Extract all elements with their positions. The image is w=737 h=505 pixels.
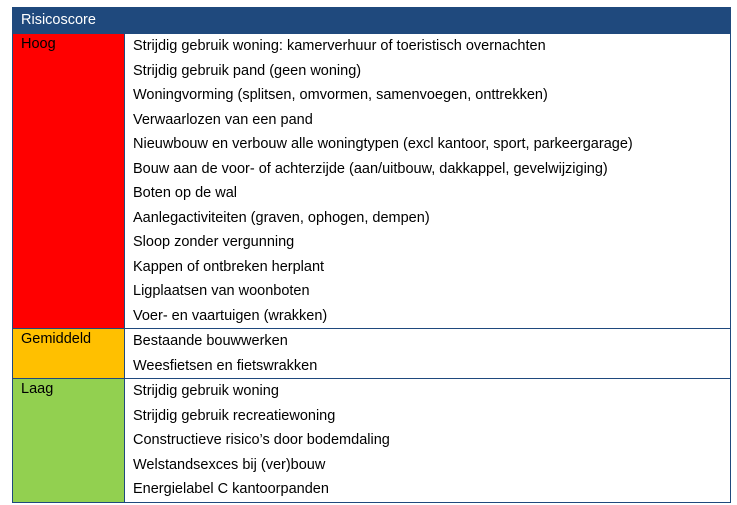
list-item: Weesfietsen en fietswrakken — [133, 357, 318, 374]
group-hoog — [13, 33, 730, 328]
group-gemiddeld — [13, 328, 730, 378]
level-label-hoog: Hoog — [13, 34, 125, 328]
table-header: Risicoscore — [13, 8, 730, 33]
list-item: Bouw aan de voor- of achterzijde (aan/uitbouw, dakkappel, gevelwijziging) — [133, 160, 608, 177]
list-item: Welstandsexces bij (ver)bouw — [133, 456, 326, 473]
list-item: Constructieve risico’s door bodemdaling — [133, 432, 390, 448]
list-item: Strijdig gebruik woning: kamerverhuur of toeristisch overnachten — [133, 38, 546, 54]
list-item: Sloop zonder vergunning — [133, 234, 295, 250]
items-hoog — [125, 34, 730, 328]
level-label-laag: Laag — [13, 379, 125, 502]
list-item: Bestaande bouwwerken — [133, 333, 288, 349]
list-item: Verwaarlozen van een pand — [133, 111, 313, 128]
group-laag — [13, 378, 730, 502]
list-item: Energielabel C kantoorpanden — [133, 481, 329, 497]
items-laag — [125, 379, 730, 502]
list-item: Kappen of ontbreken herplant — [133, 258, 325, 275]
risk-score-table — [12, 7, 731, 503]
list-item: Aanlegactiviteiten (graven, ophogen, dempen) — [133, 209, 430, 226]
list-item: Boten op de wal — [133, 185, 237, 201]
list-item: Voer- en vaartuigen (wrakken) — [133, 307, 328, 324]
items-gemiddeld — [125, 329, 730, 378]
list-item: Woningvorming (splitsen, omvormen, samenvoegen, onttrekken) — [133, 87, 548, 103]
list-item: Strijdig gebruik pand (geen woning) — [133, 62, 362, 79]
list-item: Strijdig gebruik woning — [133, 383, 279, 399]
list-item: Strijdig gebruik recreatiewoning — [133, 407, 336, 424]
list-item: Ligplaatsen van woonboten — [133, 283, 310, 299]
level-label-gemiddeld: Gemiddeld — [13, 329, 125, 378]
list-item: Nieuwbouw en verbouw alle woningtypen (excl kantoor, sport, parkeergarage) — [133, 136, 633, 152]
